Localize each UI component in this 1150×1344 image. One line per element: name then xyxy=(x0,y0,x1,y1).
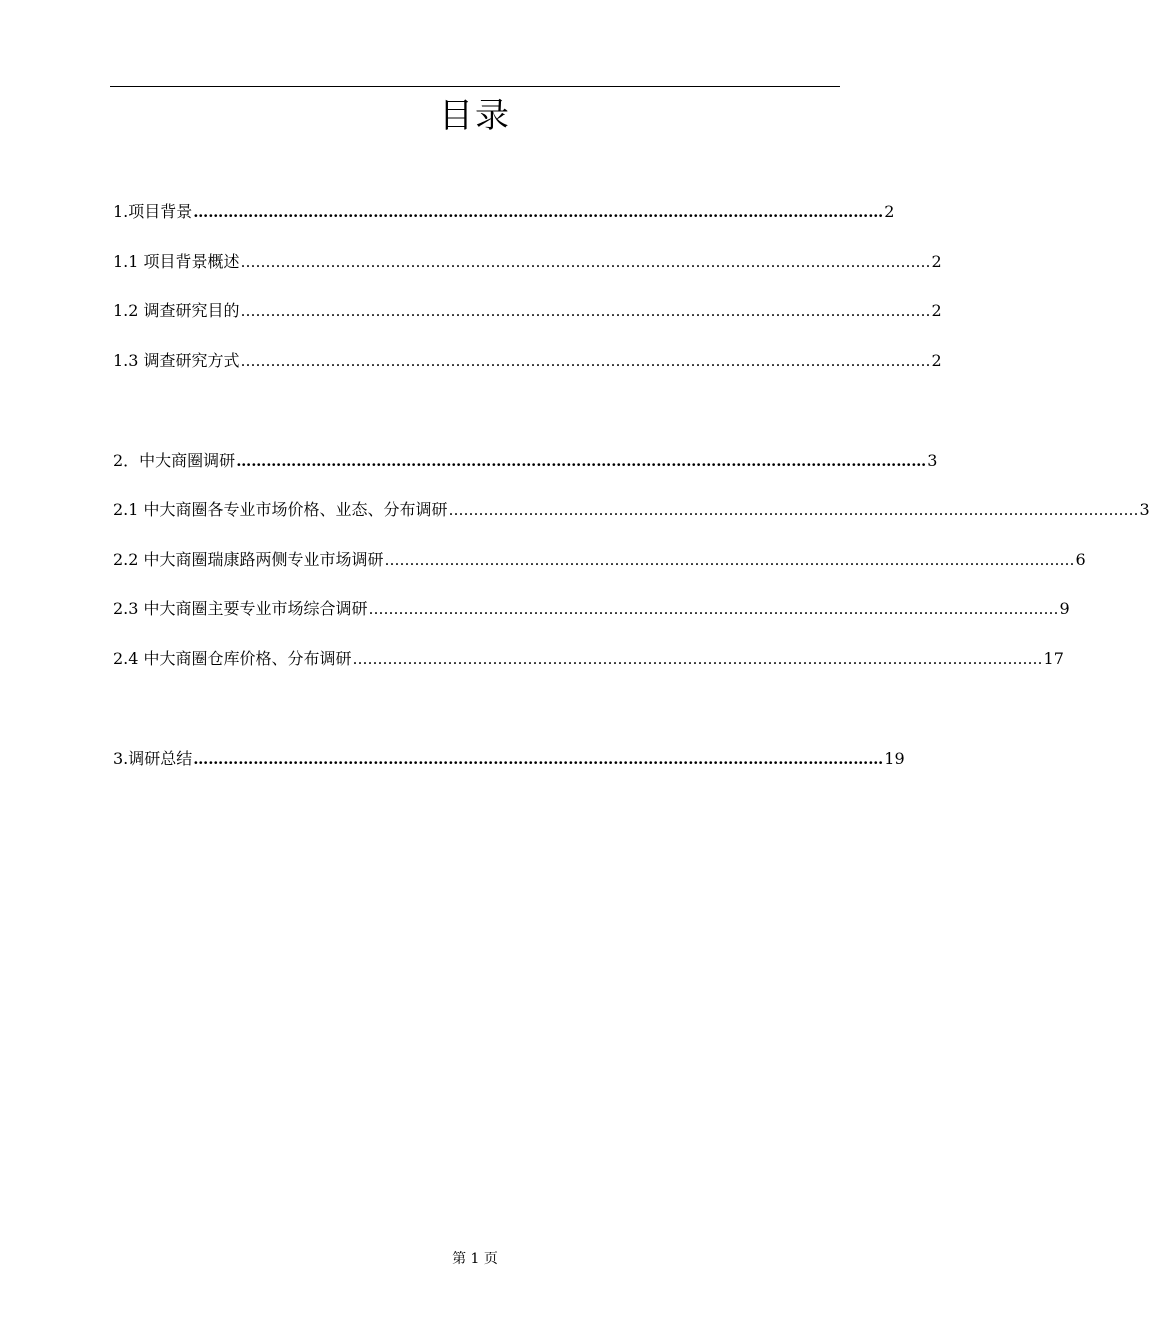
toc-entry-page: 2 xyxy=(931,301,942,320)
toc-leader-dots: ………………………………………………………………………………………………………………………… xyxy=(352,650,1043,668)
toc-entry-page: 6 xyxy=(1075,550,1086,569)
toc-entry-label: 3.调研总结 xyxy=(113,749,193,768)
toc-entry-page: 19 xyxy=(884,749,905,768)
toc-entry-label: 2.1 中大商圈各专业市场价格、业态、分布调研 xyxy=(113,500,448,519)
toc-entry-1-1[interactable] xyxy=(113,250,942,274)
toc-entry-1-3[interactable] xyxy=(113,349,942,373)
toc-entry-page: 2 xyxy=(931,351,942,370)
header-rule xyxy=(110,86,840,87)
toc-entry-1-2[interactable] xyxy=(113,299,942,323)
toc-leader-dots: ………………………………………………………………………………………………………………………… xyxy=(240,352,931,370)
toc-leader-dots: ………………………………………………………………………………………………………………………… xyxy=(193,750,884,768)
page-footer: 第 1 页 xyxy=(452,1251,498,1267)
toc-entry-2[interactable] xyxy=(113,449,937,473)
toc-entry-page: 3 xyxy=(1139,500,1150,519)
page-title: 目录 xyxy=(439,96,511,136)
toc-leader-dots: ………………………………………………………………………………………………………………………… xyxy=(448,501,1139,519)
toc-leader-dots: ………………………………………………………………………………………………………………………… xyxy=(240,253,931,271)
toc-entry-3[interactable] xyxy=(113,747,905,771)
toc-entry-label: 2.4 中大商圈仓库价格、分布调研 xyxy=(113,649,352,668)
toc-entry-label: 1.2 调查研究目的 xyxy=(113,301,240,320)
toc-entry-page: 2 xyxy=(931,252,942,271)
toc-entry-page: 9 xyxy=(1059,599,1070,618)
toc-entry-2-3[interactable] xyxy=(113,597,1070,621)
toc-entry-label: 1.3 调查研究方式 xyxy=(113,351,240,370)
toc-entry-2-4[interactable] xyxy=(113,647,1064,671)
toc-entry-label: 2.2 中大商圈瑞康路两侧专业市场调研 xyxy=(113,550,384,569)
toc-entry-page: 2 xyxy=(884,202,895,221)
toc-entry-label: 2．中大商圈调研 xyxy=(113,451,236,470)
toc-entry-2-2[interactable] xyxy=(113,548,1086,572)
toc-leader-dots: ………………………………………………………………………………………………………………………… xyxy=(384,551,1075,569)
toc-entry-label: 1.1 项目背景概述 xyxy=(113,252,240,271)
toc-entry-label: 2.3 中大商圈主要专业市场综合调研 xyxy=(113,599,368,618)
toc-entry-2-1[interactable] xyxy=(113,498,1150,522)
toc-entry-page: 17 xyxy=(1043,649,1064,668)
toc-entry-1[interactable] xyxy=(113,200,894,224)
toc-leader-dots: ………………………………………………………………………………………………………………………… xyxy=(193,203,884,221)
toc-leader-dots: ………………………………………………………………………………………………………………………… xyxy=(368,600,1059,618)
toc-entry-label: 1.项目背景 xyxy=(113,202,193,221)
toc-leader-dots: ………………………………………………………………………………………………………………………… xyxy=(240,302,931,320)
toc-entry-page: 3 xyxy=(927,451,938,470)
toc-leader-dots: ………………………………………………………………………………………………………………………… xyxy=(236,452,927,470)
